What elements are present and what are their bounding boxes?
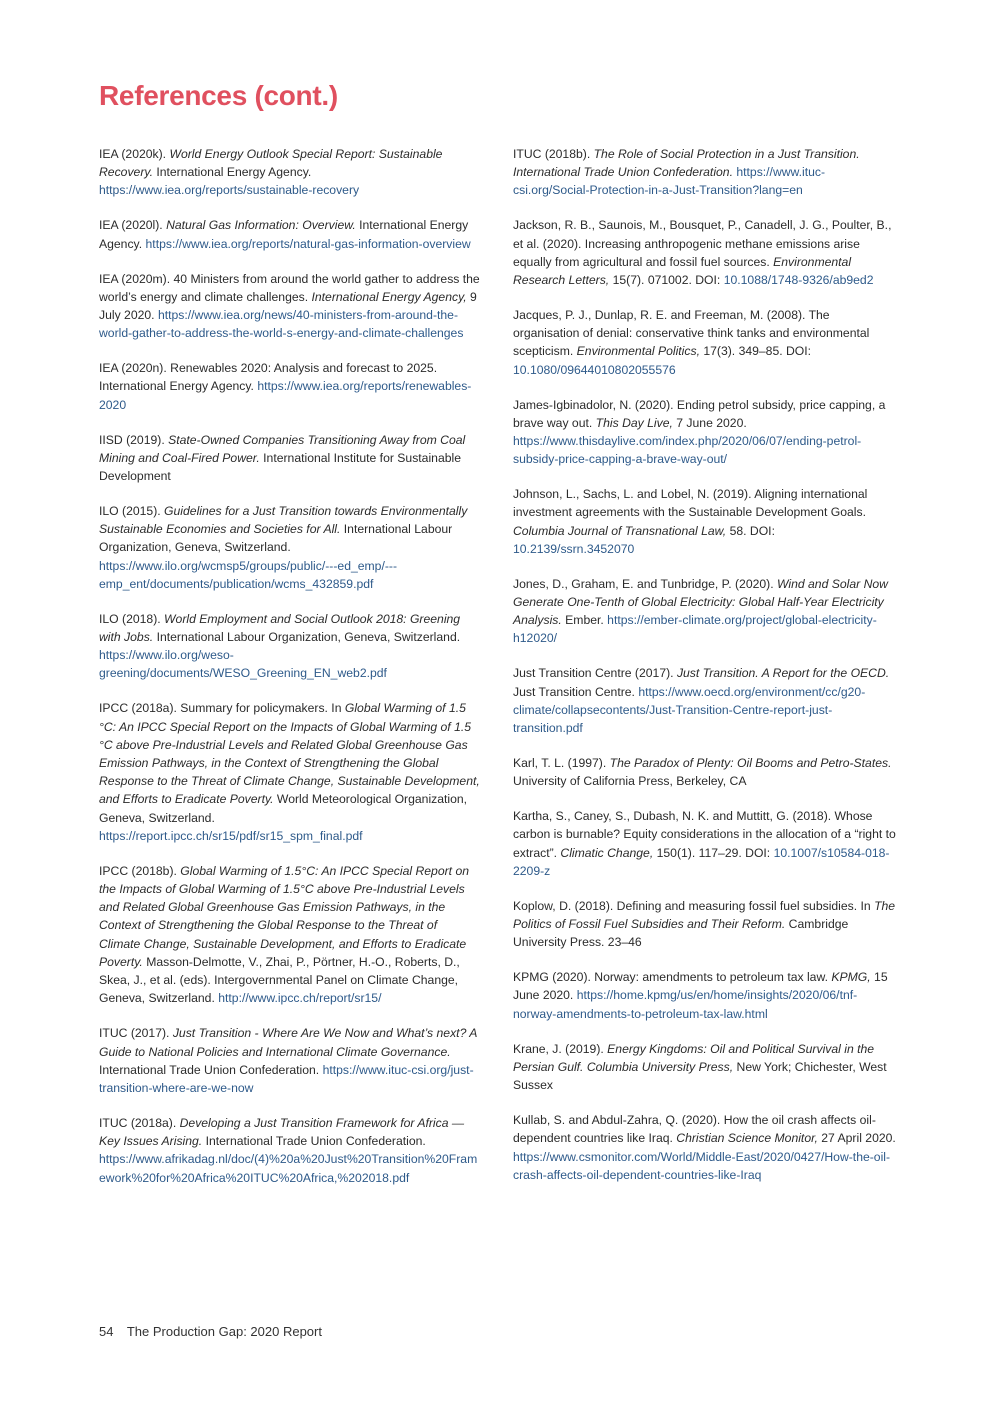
ref-link[interactable]: https://www.oecd.org/environment/cc/g20-climate/collapsecontents/Just-Transition-Centre-report-just-transition.pdf <box>513 684 866 736</box>
reference-entry <box>99 359 481 414</box>
ref-title: The Politics of Fossil Fuel Subsidies and Their Reform. <box>513 898 896 932</box>
ref-text: IEA (2020k). <box>99 147 170 161</box>
page-number: 54 <box>99 1324 114 1339</box>
page-footer <box>99 1324 322 1339</box>
ref-link[interactable]: 10.1080/09644010802055576 <box>513 362 676 377</box>
references-right-column <box>513 145 897 1201</box>
ref-title: Climatic Change, <box>560 845 654 860</box>
ref-link[interactable]: https://www.ituc-csi.org/Social-Protection-in-a-Just-Transition?lang=en <box>513 165 826 198</box>
ref-title: World Energy Outlook Special Report: Sustainable Recovery. <box>99 147 443 180</box>
page-title: References (cont.) <box>99 80 338 111</box>
ref-link[interactable]: https://ember-climate.org/project/global-electricity-h12020/ <box>513 613 877 646</box>
reference-entry <box>99 145 481 200</box>
ref-link[interactable]: https://www.iea.org/reports/natural-gas-information-overview <box>145 236 471 251</box>
ref-text: Masson-Delmotte, V., Zhai, P., Pörtner, H.-O., Roberts, D., Skea, J., et al. (eds). Intergovernmental Panel on Climate Change, Geneva, Switzerland. <box>99 954 460 1006</box>
ref-text: World Meteorological Organization, Geneva, Switzerland. <box>99 792 468 825</box>
ref-link[interactable]: https://www.afrikadag.nl/doc/(4)%20a%20Just%20Transition%20Framework%20for%20Africa%20ITUC%20Africa,%202018.pdf <box>99 1152 478 1185</box>
reference-entry <box>99 216 481 252</box>
ref-text: 9 July 2020. <box>99 289 477 323</box>
ref-text: James-Igbinadolor, N. (2020). Ending petrol subsidy, price capping, a brave way out. <box>513 397 886 430</box>
ref-link[interactable]: https://www.iea.org/reports/renewables-2020 <box>99 379 472 412</box>
ref-title: The Role of Social Protection in a Just Transition. International Trade Union Confederation. <box>513 147 860 180</box>
reference-entry <box>99 270 481 343</box>
ref-text: International Trade Union Confederation. <box>202 1134 426 1149</box>
reference-entry <box>513 1040 897 1095</box>
ref-text: International Energy Agency. <box>152 165 312 180</box>
ref-title: Christian Science Monitor, <box>676 1131 818 1146</box>
ref-title: Developing a Just Transition Framework for Africa — Key Issues Arising. <box>99 1115 465 1149</box>
reference-entry <box>513 897 897 952</box>
ref-title: Environmental Politics, <box>576 344 700 359</box>
ref-text: 17(3). 349–85. DOI: <box>699 344 812 359</box>
reference-entry <box>513 1111 897 1184</box>
ref-text: ILO (2015). <box>99 504 165 519</box>
ref-text: ITUC (2017). <box>99 1026 173 1041</box>
ref-title: KPMG, <box>831 970 871 985</box>
reference-entry <box>513 396 897 469</box>
ref-title: Global Warming of 1.5 °C: An IPCC Special Report on the Impacts of Global Warming of 1.5 °C above Pre-Industrial Levels and Related Global Greenhouse Gas Emission Pathways, in the Context of Strengthening the Global Response to the Threat of Climate Change, Sustainable Development, and Efforts to Eradicate Poverty. <box>99 701 480 807</box>
ref-link[interactable]: https://www.thisdaylive.com/index.php/2020/06/07/ending-petrol-subsidy-price-capping-a-brave-way-out/ <box>513 434 862 467</box>
ref-link[interactable]: https://www.csmonitor.com/World/Middle-East/2020/0427/How-the-oil-crash-affects-oil-dependent-countries-like-Iraq <box>513 1149 891 1182</box>
ref-link[interactable]: https://home.kpmg/us/en/home/insights/2020/06/tnf-norway-amendments-to-petroleum-tax-law.html <box>513 988 858 1021</box>
ref-title: State-Owned Companies Transitioning Away from Coal Mining and Coal-Fired Power. <box>99 432 466 465</box>
reference-entry <box>99 1114 481 1187</box>
ref-text: IEA (2020n). Renewables 2020: Analysis and forecast to 2025. International Energy Agency. <box>99 361 438 394</box>
ref-text: IEA (2020l). <box>99 218 167 233</box>
reference-entry <box>513 664 897 737</box>
ref-text: ITUC (2018b). <box>513 147 594 161</box>
ref-text: International Energy Agency. <box>99 218 469 251</box>
ref-link[interactable]: 10.1007/s10584-018-2209-z <box>513 845 890 878</box>
reference-entry <box>513 306 897 379</box>
ref-text: 58. DOI: <box>726 523 775 538</box>
ref-text: University of California Press, Berkeley, CA <box>513 774 747 789</box>
ref-link[interactable]: https://report.ipcc.ch/sr15/pdf/sr15_spm_final.pdf <box>99 828 363 843</box>
ref-text: IEA (2020m). 40 Ministers from around the world gather to address the world’s energy and climate challenges. <box>99 271 480 304</box>
report-name: The Production Gap: 2020 Report <box>126 1324 322 1339</box>
references-left-column <box>99 145 481 1204</box>
ref-link[interactable]: https://www.ilo.org/wcmsp5/groups/public/---ed_emp/---emp_ent/documents/publication/wcms_432859.pdf <box>99 558 398 591</box>
ref-text: International Trade Union Confederation. <box>99 1062 323 1077</box>
ref-text: Just Transition Centre (2017). <box>513 666 677 681</box>
reference-entry <box>99 610 481 683</box>
ref-text: 27 April 2020. <box>817 1131 896 1146</box>
ref-text: Kartha, S., Caney, S., Dubash, N. K. and Muttitt, G. (2018). Whose carbon is burnable? Equity considerations in the allocation of a “right to extract”. <box>513 809 896 860</box>
ref-text: IISD (2019). <box>99 432 169 447</box>
ref-text: Jacques, P. J., Dunlap, R. E. and Freeman, M. (2008). The organisation of denial: conservative think tanks and environmental scepticism. <box>513 308 870 359</box>
ref-text: Krane, J. (2019). <box>513 1041 608 1056</box>
reference-entry <box>99 502 481 593</box>
ref-text: IPCC (2018b). <box>99 863 181 878</box>
ref-text: ILO (2018). <box>99 611 165 626</box>
ref-title: Just Transition. A Report for the OECD. <box>676 666 890 681</box>
ref-text: ITUC (2018a). <box>99 1115 180 1130</box>
ref-text: New York; Chichester, West Sussex <box>513 1059 887 1093</box>
ref-text: 15 June 2020. <box>513 970 888 1003</box>
reference-entry <box>513 575 897 648</box>
ref-title: World Employment and Social Outlook 2018: Greening with Jobs. <box>99 611 461 645</box>
ref-link[interactable]: https://www.iea.org/news/40-ministers-from-around-the-world-gather-to-address-the-world-s-energy-and-climate-challenges <box>99 308 464 341</box>
ref-text: 15(7). 071002. DOI: <box>609 273 724 288</box>
ref-text: 7 June 2020. <box>672 415 747 430</box>
reference-entry <box>99 431 481 486</box>
ref-text: 150(1). 117–29. DOI: <box>653 845 774 860</box>
ref-text: International Labour Organization, Geneva, Switzerland. <box>99 522 453 555</box>
ref-title: Just Transition - Where Are We Now and What’s next? A Guide to National Policies and International Climate Governance. <box>99 1026 477 1059</box>
ref-title: Guidelines for a Just Transition towards Environmentally Sustainable Economies and Societies for All. <box>99 504 468 537</box>
ref-text: International Institute for Sustainable Development <box>99 450 461 484</box>
ref-text: Johnson, L., Sachs, L. and Lobel, N. (2019). Aligning international investment agreements with the Sustainable Development Goals. <box>513 487 868 520</box>
ref-link[interactable]: 10.2139/ssrn.3452070 <box>513 541 635 556</box>
ref-text: Cambridge University Press. 23–46 <box>513 917 849 950</box>
ref-title: International Energy Agency, <box>311 289 467 304</box>
ref-title: This Day Live, <box>595 415 673 430</box>
ref-title: Global Warming of 1.5°C: An IPCC Special Report on the Impacts of Global Warming of 1.5°C above Pre-Industrial Levels and Related Global Greenhouse Gas Emission Pathways, in the Context of Strengthening the Global Response to the Threat of Climate Change, Sustainable Development, and Efforts to Eradicate Poverty. <box>99 863 469 969</box>
ref-text: Jackson, R. B., Saunois, M., Bousquet, P., Canadell, J. G., Poulter, B., et al. (2020). Increasing anthropogenic methane emissions arise equally from agricultural and fossil fuel sources. <box>513 218 892 269</box>
ref-title: Wind and Solar Now Generate One-Tenth of Global Electricity: Global Half-Year Electricity Analysis. <box>513 576 888 628</box>
ref-title: The Paradox of Plenty: Oil Booms and Petro-States. <box>609 756 892 771</box>
ref-text: KPMG (2020). Norway: amendments to petroleum tax law. <box>513 970 832 985</box>
reference-entry <box>99 1024 481 1097</box>
ref-title: Natural Gas Information: Overview. <box>166 218 356 233</box>
ref-text: IPCC (2018a). Summary for policymakers. In <box>99 701 345 716</box>
reference-entry <box>513 754 897 790</box>
ref-text: International Labour Organization, Geneva, Switzerland. <box>153 630 461 645</box>
ref-text: Karl, T. L. (1997). <box>513 756 610 771</box>
reference-entry <box>99 862 481 1008</box>
ref-text: Kullab, S. and Abdul-Zahra, Q. (2020). How the oil crash affects oil-dependent countries like Iraq. <box>513 1113 876 1146</box>
reference-entry <box>513 807 897 880</box>
reference-entry <box>513 145 897 200</box>
reference-entry <box>513 216 897 289</box>
ref-link[interactable]: 10.1088/1748-9326/ab9ed2 <box>723 273 874 288</box>
ref-text: Ember. <box>561 613 608 628</box>
reference-entry <box>513 485 897 558</box>
ref-title: Energy Kingdoms: Oil and Political Survival in the Persian Gulf. Columbia University Press, <box>513 1041 875 1074</box>
reference-entry <box>99 699 481 845</box>
ref-text: Just Transition Centre. <box>513 684 639 699</box>
ref-link[interactable]: https://www.iea.org/reports/sustainable-recovery <box>99 183 360 198</box>
ref-title: Columbia Journal of Transnational Law, <box>513 523 727 538</box>
ref-text: Jones, D., Graham, E. and Tunbridge, P. (2020). <box>513 576 777 591</box>
ref-text: Koplow, D. (2018). Defining and measuring fossil fuel subsidies. In <box>513 898 875 913</box>
ref-link[interactable]: https://www.ilo.org/weso-greening/documents/WESO_Greening_EN_web2.pdf <box>99 648 387 681</box>
reference-entry <box>513 968 897 1023</box>
ref-link[interactable]: https://www.ituc-csi.org/just-transition-where-are-we-now <box>99 1062 474 1095</box>
ref-title: Environmental Research Letters, <box>513 254 852 288</box>
ref-link[interactable]: http://www.ipcc.ch/report/sr15/ <box>218 991 382 1006</box>
